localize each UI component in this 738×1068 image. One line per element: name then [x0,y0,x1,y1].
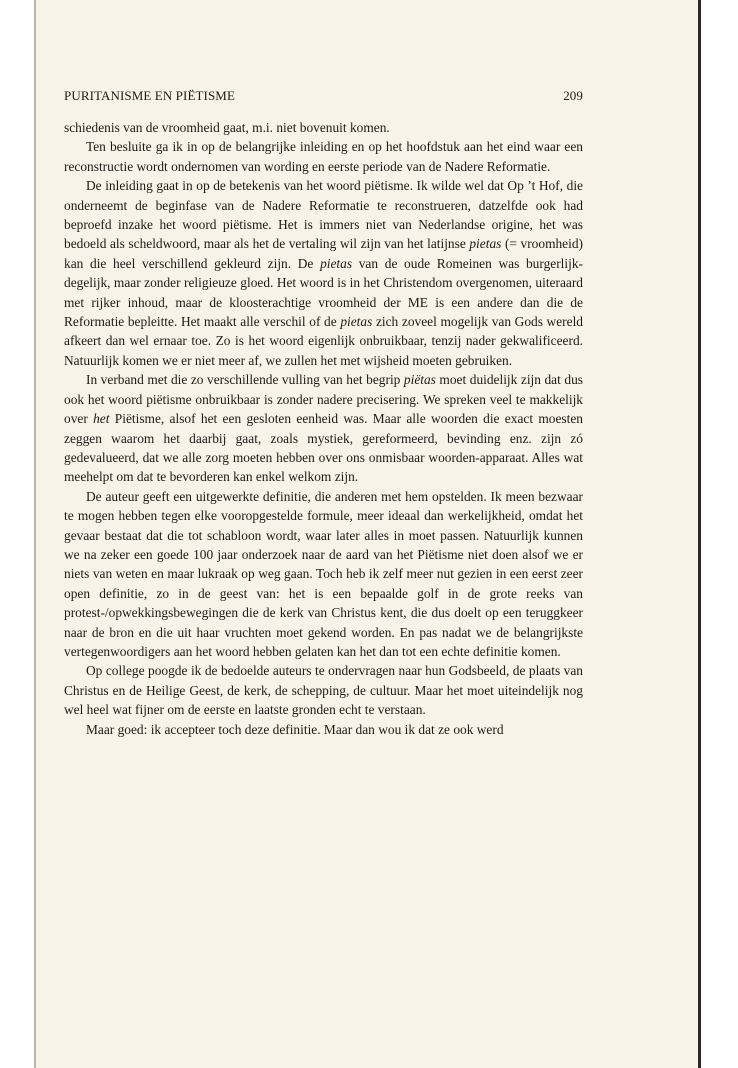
text-run: Maar goed: ik accepteer toch deze definitie. Maar dan wou ik dat ze ook werd [86,721,504,737]
page-header [64,88,583,104]
paragraph [64,661,583,719]
paragraph [64,176,583,370]
text-run: moet duidelijk zijn dat dus ook het woord piëtisme onbruikbaar is zonder nadere precisering. We spreken veel te makkelijk over [64,372,583,427]
italic-term: pietas [320,255,353,271]
text-run: Op college poogde ik de bedoelde auteurs te ondervragen naar hun Godsbeeld, de plaats van Christus en de Heilige Geest, de kerk, de schepping, de cultuur. Maar het moet uiteindelijk nog wel heel wat fijner om de eerste en laatste gronden echt te verstaan. [64,663,583,718]
paragraph [64,487,583,662]
page-edge-shadow [698,0,701,1068]
text-run: schiedenis van de vroomheid gaat, m.i. niet bovenuit komen. [64,120,390,135]
text-run: De inleiding gaat in op de betekenis van het woord piëtisme. Ik wilde wel dat Op ’t Hof, die onderneemt de beginfase van de Nadere Reformatie te reconstrueren, datzelfde ook had beproefd inzake het woord piëtisme. Het is immers niet van Nederlandse origine, het was bedoeld als scheldwoord, maar als het de vertaling wil zijn van het latijnse [64,178,583,252]
paragraph [64,370,583,486]
text-run: In verband met die zo verschillende vulling van het begrip [86,372,404,388]
text-run: De auteur geeft een uitgewerkte definitie, die anderen met hem opstelden. Ik meen bezwaar te mogen hebben tegen elke vooropgestelde formule, meer ideaal dan werkelijkheid, omdat het gevaar bestaat dat die tot schabloon wordt, waar later alles in moet passen. Natuurlijk kunnen we na zeker een goede 100 jaar onderzoek naar de aard van het Piëtisme niet doen alsof we er niets van weten en maar lukraak op weg gaan. Toch heb ik zelf meer nut gezien in een eerst zeer open definitie, zo in de geest van: het is een bepaalde golf in de grote reeks van protest-/opwekkingsbewegingen die de kerk van Christus kent, die dus doelt op een teruggkeer naar de bron en die uit haar vruchten moet gekend worden. En pas nadat we de belangrijkste vertegenwoordigers aan het woord hebben gelaten kan het dan tot een echte definitie komen. [64,488,583,659]
text-run: Piëtisme, alsof het een gesloten eenheid was. Maar alle woorden die exact moesten zeggen waarom het daarbij gaat, zoals mystiek, gereformeerd, bevinding enz. zijn zó gedevalueerd, dat we alle zorg moeten hebben over ons onmisbaar woorden-apparaat. Alles wat meehelpt om dat te bevorderen kan enkel welkom zijn. [64,411,583,485]
italic-term: pietas [469,236,502,252]
running-head: PURITANISME EN PIËTISME [64,88,235,103]
text-run: Ten besluite ga ik in op de belangrijke inleiding en op het hoofdstuk aan het eind waar een reconstructie wordt ondernomen van wording en eerste periode van de Nadere Reformatie. [64,139,583,174]
italic-term: het [93,411,110,427]
paragraph [64,118,583,137]
text-run: van de oude Romeinen was burgerlijk-degelijk, maar zonder religieuze gloed. Het woord is in het Christendom overgenomen, uiteraard met rijker inhoud, maar de kloosterachtige vroomheid der ME is een andere dan die de Reformatie bepleitte. Het maakt alle verschil of de [64,255,583,330]
italic-term: piëtas [403,372,436,388]
body-text [64,118,583,739]
italic-term: pietas [340,314,373,330]
text-run: (= vroomheid) kan die heel verschillend gekleurd zijn. De [64,236,584,271]
paragraph [64,137,583,176]
paragraph [64,720,583,739]
text-run: zich zoveel mogelijk van Gods wereld afkeert dan wel ernaar toe. Zo is het woord eigenlijk onbruikbaar, tenzij nader gekwalificeerd. Natuurlijk komen we er niet meer af, we zullen het met wijsheid moeten gebruiken. [64,314,583,368]
page-number: 209 [563,88,583,103]
